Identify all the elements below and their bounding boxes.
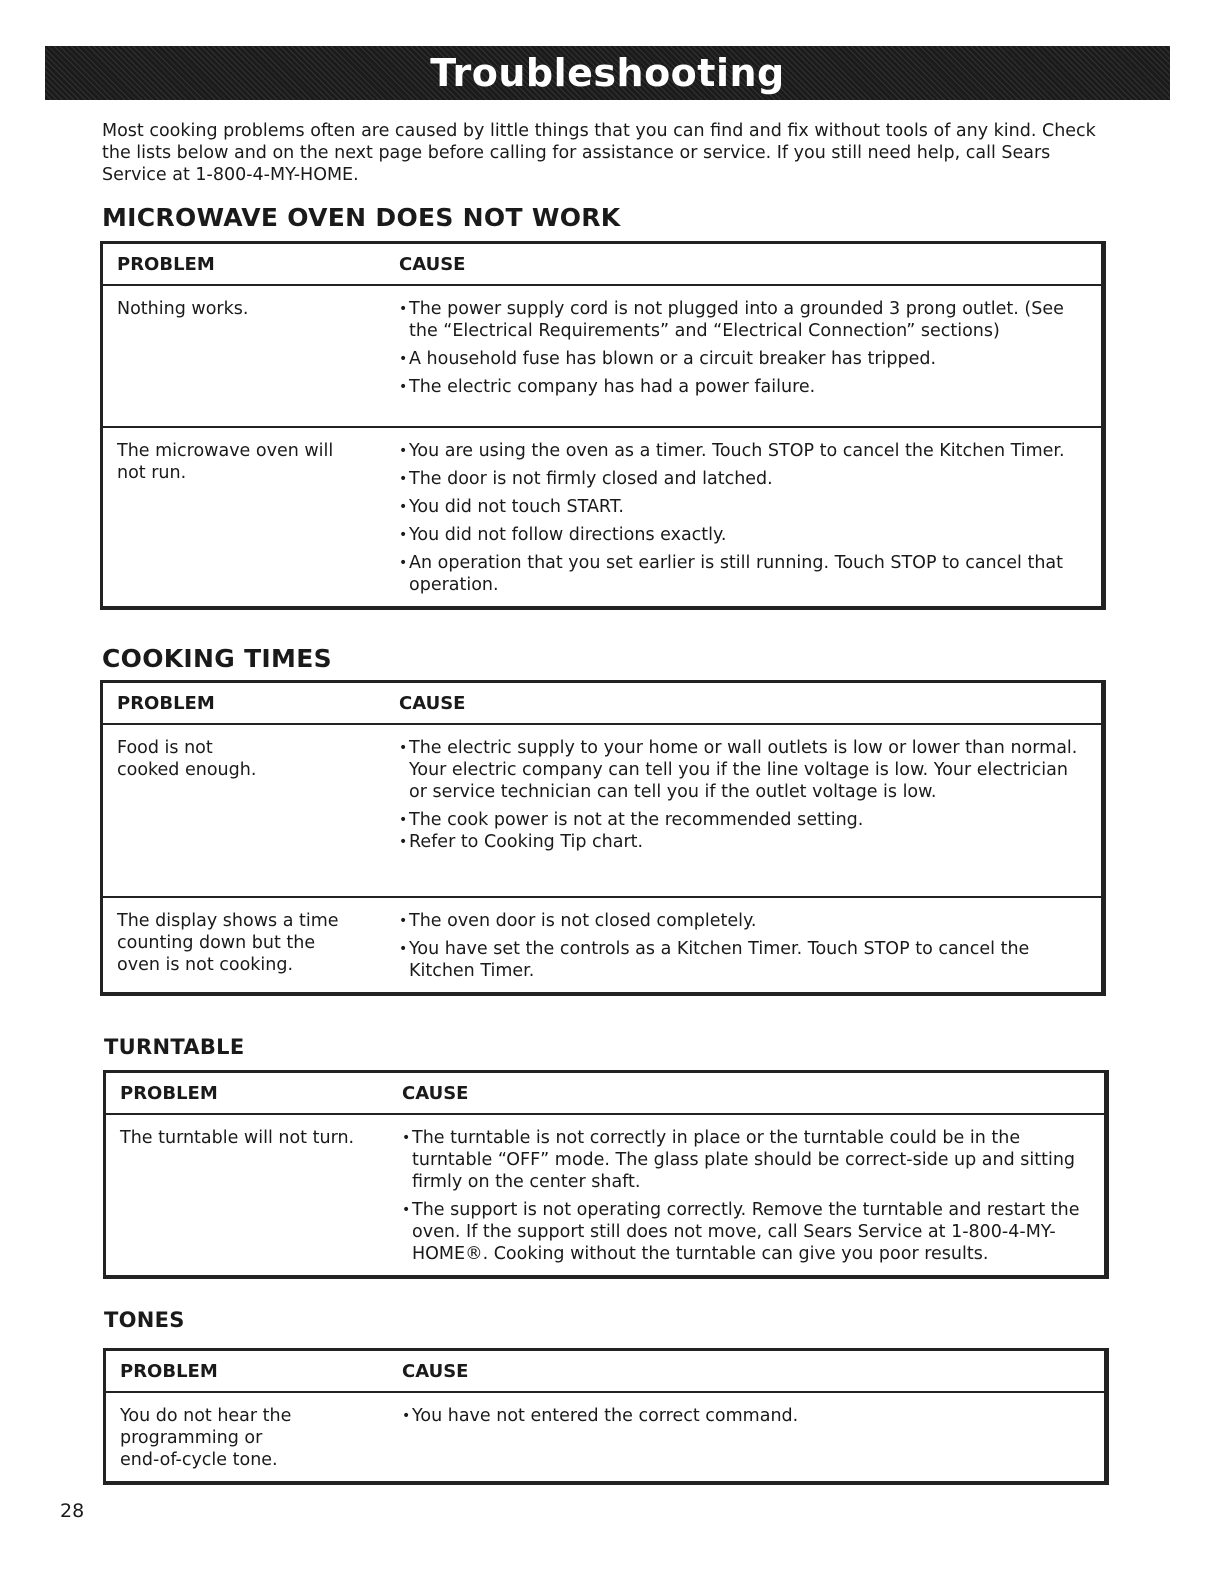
cause-item: • The door is not firmly closed and latched. xyxy=(399,468,1087,490)
problem-column-header: PROBLEM xyxy=(120,1082,218,1104)
cause-item: • A household fuse has blown or a circuit breaker has tripped. xyxy=(399,348,1087,370)
cause-item: • The electric supply to your home or wall outlets is low or lower than normal. Your electric company can tell you if the line voltage is low. Your electrician or service technician can tell you if the outlet voltage is low. xyxy=(399,737,1087,803)
cause-list xyxy=(399,910,1087,982)
problem-text: You do not hear the programming or end-of-cycle tone. xyxy=(120,1406,292,1470)
cause-item: • The electric company has had a power failure. xyxy=(399,376,1087,398)
problem-text: The display shows a time counting down but the oven is not cooking. xyxy=(117,911,339,975)
problem-text: Nothing works. xyxy=(117,299,249,319)
cause-item: • An operation that you set earlier is still running. Touch STOP to cancel that operation. xyxy=(399,552,1087,596)
page-number: 28 xyxy=(60,1500,85,1522)
table-row xyxy=(103,896,1101,992)
page-title: Troubleshooting xyxy=(430,51,785,95)
troubleshooting-table-cooking-times xyxy=(100,680,1106,996)
problem-column-header: PROBLEM xyxy=(117,253,215,275)
cause-list xyxy=(399,737,1087,853)
problem-column-header: PROBLEM xyxy=(117,692,215,714)
cause-list xyxy=(399,298,1087,398)
table-header xyxy=(106,1351,1104,1393)
troubleshooting-table-turntable xyxy=(103,1070,1109,1279)
cause-item: • The oven door is not closed completely. xyxy=(399,910,1087,932)
cause-item: • You did not touch START. xyxy=(399,496,1087,518)
problem-column-header: PROBLEM xyxy=(120,1360,218,1382)
cause-column-header: CAUSE xyxy=(399,253,466,275)
table-header xyxy=(103,683,1101,725)
table-row xyxy=(103,725,1101,896)
section-heading-turntable: TURNTABLE xyxy=(104,1035,245,1059)
cause-item: • You have set the controls as a Kitchen Timer. Touch STOP to cancel the Kitchen Timer. xyxy=(399,938,1087,982)
table-header xyxy=(103,244,1101,286)
table-header xyxy=(106,1073,1104,1115)
problem-text: Food is not cooked enough. xyxy=(117,738,257,780)
cause-item: • The turntable is not correctly in place or the turntable could be in the turntable “OFF” mode. The glass plate should be correct-side up and sitting firmly on the center shaft. xyxy=(402,1127,1090,1193)
table-row xyxy=(103,426,1101,606)
section-heading-tones: TONES xyxy=(104,1308,185,1332)
cause-item: • Refer to Cooking Tip chart. xyxy=(399,831,1087,853)
cause-column-header: CAUSE xyxy=(402,1360,469,1382)
troubleshooting-table-microwave xyxy=(100,241,1106,610)
cause-list xyxy=(399,440,1087,596)
table-row xyxy=(103,286,1101,426)
intro-paragraph: Most cooking problems often are caused by little things that you can find and fix without tools of any kind. Check the lists below and on the next page before calling for assistance or service. If you still need help, call Sears Service at 1-800-4-MY-HOME. xyxy=(102,121,1096,185)
table-row xyxy=(106,1115,1104,1275)
cause-column-header: CAUSE xyxy=(402,1082,469,1104)
problem-text: The microwave oven will not run. xyxy=(117,441,334,483)
cause-list xyxy=(402,1127,1090,1265)
cause-item: • The support is not operating correctly. Remove the turntable and restart the oven. If the support still does not move, call Sears Service at 1-800-4-MY-HOME®. Cooking without the turntable can give you poor results. xyxy=(402,1199,1090,1265)
problem-text: The turntable will not turn. xyxy=(120,1128,355,1148)
troubleshooting-table-tones xyxy=(103,1348,1109,1485)
section-heading-microwave: MICROWAVE OVEN DOES NOT WORK xyxy=(102,203,621,232)
table-row xyxy=(106,1393,1104,1481)
title-banner xyxy=(45,46,1170,100)
section-heading-cooking-times: COOKING TIMES xyxy=(102,644,332,673)
cause-list xyxy=(402,1405,1090,1427)
cause-item: • The power supply cord is not plugged into a grounded 3 prong outlet. (See the “Electrical Requirements” and “Electrical Connection” sections) xyxy=(399,298,1087,342)
cause-item: • You have not entered the correct command. xyxy=(402,1405,1090,1427)
cause-item: • The cook power is not at the recommended setting. xyxy=(399,809,1087,831)
cause-column-header: CAUSE xyxy=(399,692,466,714)
cause-item: • You did not follow directions exactly. xyxy=(399,524,1087,546)
cause-item: • You are using the oven as a timer. Touch STOP to cancel the Kitchen Timer. xyxy=(399,440,1087,462)
